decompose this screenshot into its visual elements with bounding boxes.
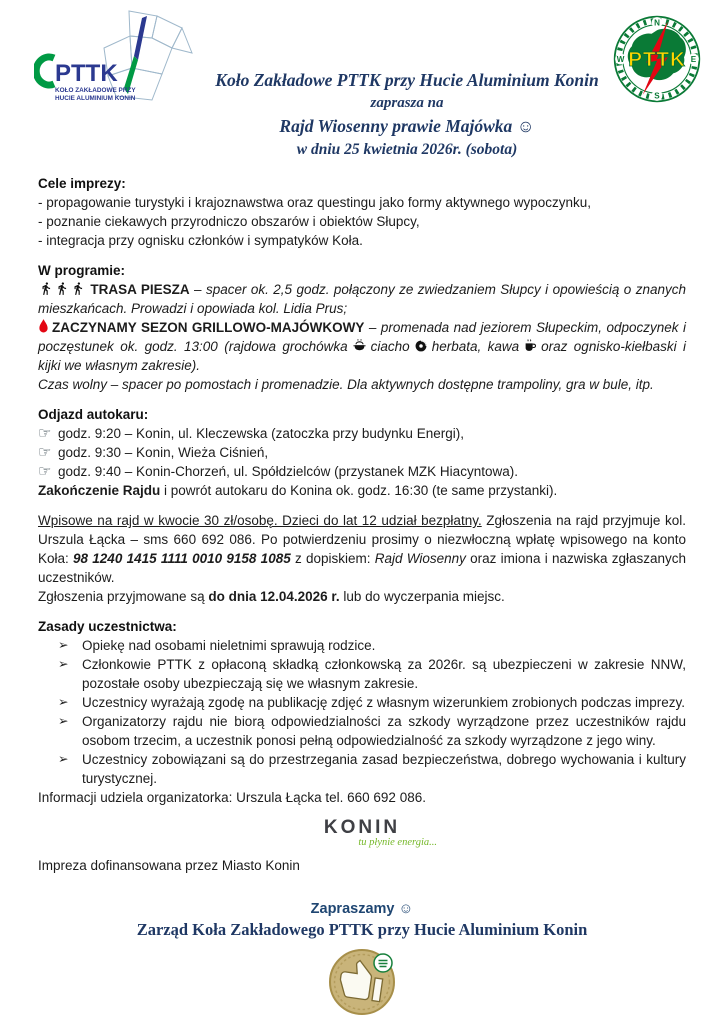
compass-s-label: S <box>654 91 660 101</box>
arrow-bullet-icon: ➢ <box>58 752 69 766</box>
thumbs-up-badge-graphic <box>326 946 398 1018</box>
departure-stop-text: godz. 9:40 – Konin-Chorzeń, ul. Spółdzielców (przystanek MZK Hiacyntowa). <box>58 464 518 479</box>
free-time-note: Czas wolny – spacer po pomostach i promenadzie. Dla aktywnych dostępne trampoliny, gra w bule, itp. <box>38 377 654 392</box>
section-departure <box>38 405 686 500</box>
rule-item <box>38 693 686 712</box>
section-rules <box>38 617 686 807</box>
departure-stop <box>38 424 686 443</box>
entry-fee-underlined: Wpisowe na rajd w kwocie 30 zł/osobę. Dzieci do lat 12 udział bezpłatny. <box>38 513 482 528</box>
green-crescent-icon <box>36 57 54 85</box>
bank-account-number: 98 1240 1415 1111 0010 9158 1085 <box>73 551 291 566</box>
compass-e-label: E <box>690 55 697 65</box>
walking-route-text: spacer ok. 2,5 godz. połączony ze zwiedzaniem Słupcy i opowieścią o znanych mieszkańcach. Prowadzi i opowiada kol. Lidia Prus; <box>38 282 686 316</box>
transfer-title: Rajd Wiosenny <box>374 551 466 566</box>
arrow-bullet-icon: ➢ <box>58 657 69 671</box>
smiley-icon: ☺ <box>398 901 414 917</box>
rally-end-label: Zakończenie Rajdu <box>38 483 161 498</box>
separator: – <box>189 282 206 297</box>
rally-end-note <box>38 481 686 500</box>
pointing-hand-icon: ☞ <box>38 463 52 480</box>
rule-item <box>38 655 686 693</box>
club-logo-line2: HUCIE ALUMINIUM KONIN <box>55 95 136 102</box>
club-logo-pttk-text: PTTK <box>55 60 118 87</box>
title-event-name <box>160 116 654 137</box>
konin-city-logo <box>287 818 437 848</box>
rule-text: Opiekę nad osobami nieletnimi sprawują rodzice. <box>82 638 376 653</box>
entry-fee-text3: oraz imiona i nazwiska zgłaszanych uczestników. <box>38 551 686 585</box>
grill-text-1: promenada nad jeziorem Słupeckim, odpoczynek i poczęstunek ok. godz. 13:00 (rajdowa grochówka <box>38 320 686 354</box>
rule-item <box>38 750 686 788</box>
deadline-date: do dnia 12.04.2026 r. <box>208 589 340 604</box>
arrow-bullet-icon: ➢ <box>58 695 69 709</box>
compass-w-label: W <box>616 55 625 65</box>
smiley-icon: ☺ <box>516 116 535 136</box>
goals-list <box>38 193 686 250</box>
rule-text: Uczestnicy zobowiązani są do przestrzegania zasad bezpieczeństwa, dobrego wychowania i kultury turystycznej. <box>82 752 686 786</box>
pointing-hand-icon: ☞ <box>38 444 52 461</box>
grill-text-2: ciacho <box>370 339 410 354</box>
header <box>0 0 724 170</box>
section-goals <box>38 174 686 250</box>
walking-person-icon <box>39 281 53 296</box>
arrow-bullet-icon: ➢ <box>58 714 69 728</box>
deadline-pre: Zgłoszenia przyjmowane są <box>38 589 209 604</box>
closing-block <box>0 901 724 940</box>
blue-sliver-icon <box>134 16 147 60</box>
rule-text: Uczestnicy wyrażają zgodę na publikację zdjęć z własnym wizerunkiem zrobionych podczas imprezy. <box>82 695 685 710</box>
title-invites: zaprasza na <box>370 95 444 111</box>
club-logo-line1: KOŁO ZAKŁADOWE PRZY <box>55 87 136 94</box>
entry-fee-text: Zgłoszenia na rajd przyjmuje kol. Urszula Łącka – sms 660 692 086. Po potwierdzeniu prosimy o niezwłoczną wpłatę wpisowego na konto Koła: <box>38 513 686 566</box>
program-grill-season <box>38 318 686 375</box>
compass-n-label: N <box>654 18 660 28</box>
closing-signature: Zarząd Koła Zakładowego PTTK przy Hucie Aluminium Konin <box>136 920 588 939</box>
deadline-post: lub do wyczerpania miejsc. <box>339 589 505 604</box>
rule-item <box>38 636 686 655</box>
rally-end-text: i powrót autokaru do Konina ok. godz. 16:30 (te same przystanki). <box>160 483 558 498</box>
grill-flame-icon <box>38 319 49 334</box>
cake-icon <box>414 339 428 353</box>
departure-stop-text: godz. 9:30 – Konin, Wieża Ciśnień, <box>58 445 269 460</box>
funding-note: Impreza dofinansowana przez Miasto Konin <box>38 858 300 873</box>
rule-text: Członkowie PTTK z opłaconą składką członkowską za 2026r. są ubezpieczeni w zakresie NNW, pozostałe osoby ubezpieczają się we własnym zakresie. <box>82 657 686 691</box>
section-entry-fee <box>38 511 686 606</box>
goals-heading: Cele imprezy: <box>38 176 126 191</box>
list-item: - integracja przy ognisku członków i sympatyków Koła. <box>38 233 363 248</box>
compass-pttk-text: PTTK <box>628 48 686 72</box>
arrow-bullet-icon: ➢ <box>58 638 69 652</box>
program-walking-route <box>38 280 686 318</box>
grill-text-4: oraz ognisko-kiełbaski i kijki we własnym zakresie). <box>38 339 686 373</box>
departure-stop <box>38 462 686 481</box>
list-item: - poznanie ciekawych przyrodniczo obszarów i obiektów Słupcy, <box>38 214 420 229</box>
title-organizer: Koło Zakładowe PTTK przy Hucie Aluminium Konin <box>215 70 599 90</box>
entry-fee-text2: z dopiskiem: <box>290 551 375 566</box>
departure-stop-text: godz. 9:20 – Konin, ul. Kleczewska (zatoczka przy budynku Energi), <box>58 426 464 441</box>
program-heading: W programie: <box>38 263 126 278</box>
organizer-contact: Informacji udziela organizatorka: Urszula Łącka tel. 660 692 086. <box>38 790 426 805</box>
closing-invitation-text: Zapraszamy <box>310 901 399 917</box>
rules-heading: Zasady uczestnictwa: <box>38 619 177 634</box>
title-event-date: w dniu 25 kwietnia 2026r. (sobota) <box>296 141 518 158</box>
thumbs-up-badge <box>0 946 724 1023</box>
walking-route-label: TRASA PIESZA <box>90 282 190 297</box>
list-item: - propagowanie turystyki i krajoznawstwa oraz questingu jako formy aktywnego wypoczynku, <box>38 195 592 210</box>
closing-invitation <box>0 901 724 917</box>
section-program <box>38 261 686 394</box>
departure-stop <box>38 443 686 462</box>
document-body <box>38 174 686 807</box>
walking-person-icon <box>71 281 85 296</box>
grill-text-3: herbata, kawa <box>431 339 520 354</box>
grill-label: ZACZYNAMY SEZON GRILLOWO-MAJÓWKOWY <box>52 320 365 335</box>
coffee-cup-icon <box>523 338 537 353</box>
invitation-title <box>160 70 654 159</box>
walking-person-icon <box>55 281 69 296</box>
rule-text: Organizatorzy rajdu nie biorą odpowiedzialności za szkody wyrządzone przez uczestników rajdu osobom trzecim, a uczestnik ponosi pełną odpowiedzialność za szkody wyrządzone z jego winy. <box>82 714 686 748</box>
registration-deadline <box>38 587 686 606</box>
title-event-name-text: Rajd Wiosenny prawie Majówka <box>279 116 517 136</box>
entry-fee-paragraph <box>38 511 686 587</box>
rule-item <box>38 712 686 750</box>
separator: – <box>364 320 381 335</box>
konin-logo-text: KONIN <box>323 817 401 838</box>
soup-pot-icon <box>352 339 367 353</box>
konin-logo-slogan: tu płynie energia... <box>358 837 437 848</box>
pointing-hand-icon: ☞ <box>38 425 52 442</box>
departure-heading: Odjazd autokaru: <box>38 407 149 422</box>
